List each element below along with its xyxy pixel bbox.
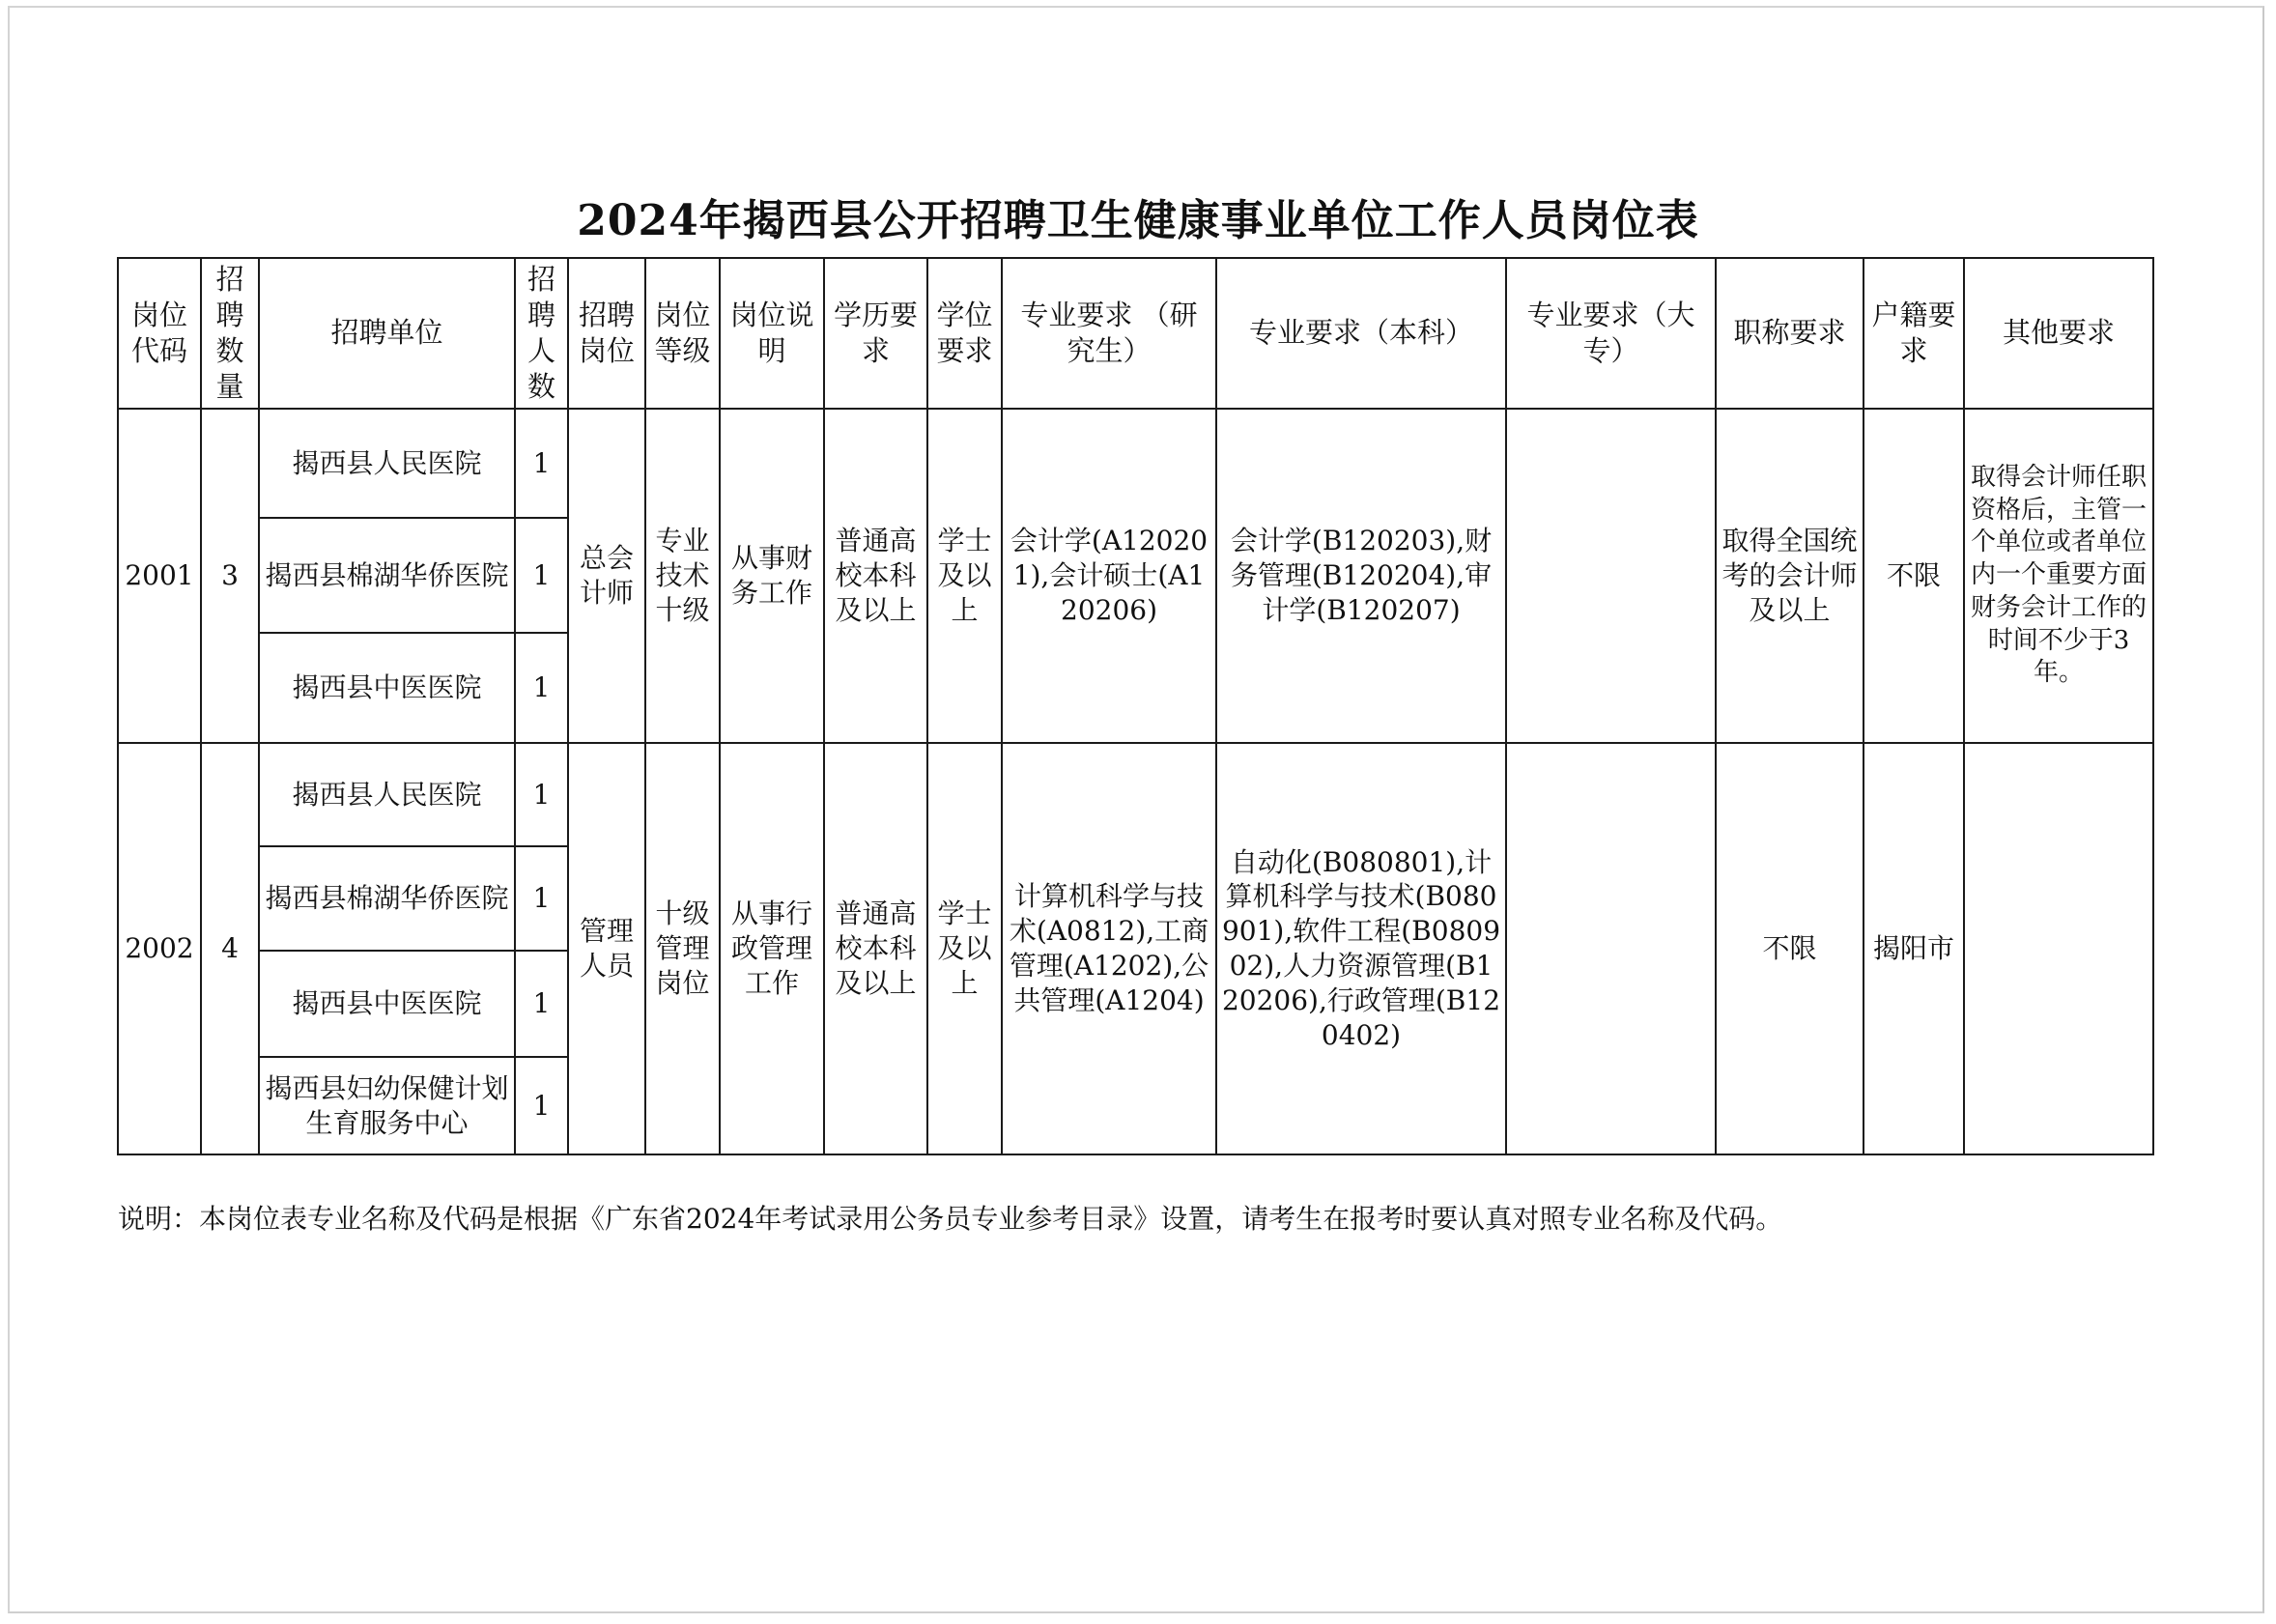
header-title-req: 职称要求 bbox=[1716, 258, 1863, 409]
title-req: 不限 bbox=[1716, 743, 1863, 1154]
header-count: 招聘人数 bbox=[515, 258, 568, 409]
unit-count: 1 bbox=[515, 951, 568, 1057]
major-college bbox=[1506, 743, 1716, 1154]
unit-count: 1 bbox=[515, 518, 568, 633]
other-req: 取得会计师任职资格后，主管一个单位或者单位内一个重要方面财务会计工作的时间不少于3年。 bbox=[1964, 409, 2153, 743]
major-bach: 会计学(B120203),财务管理(B120204),审计学(B120207) bbox=[1216, 409, 1506, 743]
post-desc: 从事财务工作 bbox=[720, 409, 824, 743]
unit-count: 1 bbox=[515, 1057, 568, 1154]
hukou-req: 揭阳市 bbox=[1863, 743, 1964, 1154]
post-grade: 专业技术十级 bbox=[645, 409, 720, 743]
edu-req: 普通高校本科及以上 bbox=[824, 409, 927, 743]
post-desc: 从事行政管理工作 bbox=[720, 743, 824, 1154]
major-college bbox=[1506, 409, 1716, 743]
header-grade: 岗位等级 bbox=[645, 258, 720, 409]
major-grad: 计算机科学与技术(A0812),工商管理(A1202),公共管理(A1204) bbox=[1002, 743, 1216, 1154]
header-major-grad: 专业要求 （研究生） bbox=[1002, 258, 1216, 409]
unit-name: 揭西县棉湖华侨医院 bbox=[259, 518, 515, 633]
header-degree: 学位要求 bbox=[927, 258, 1002, 409]
unit-name: 揭西县人民医院 bbox=[259, 409, 515, 518]
page-title: 2024年揭西县公开招聘卫生健康事业单位工作人员岗位表 bbox=[577, 196, 1699, 245]
unit-name: 揭西县人民医院 bbox=[259, 743, 515, 846]
post-name: 总会计师 bbox=[568, 409, 645, 743]
unit-count: 1 bbox=[515, 409, 568, 518]
header-row bbox=[118, 258, 2153, 409]
unit-count: 1 bbox=[515, 633, 568, 743]
header-code: 岗位代码 bbox=[118, 258, 201, 409]
header-quota: 招聘数量 bbox=[201, 258, 259, 409]
post-code: 2002 bbox=[118, 743, 201, 1154]
table-row bbox=[118, 743, 2153, 846]
unit-name: 揭西县妇幼保健计划生育服务中心 bbox=[259, 1057, 515, 1154]
unit-name: 揭西县中医医院 bbox=[259, 633, 515, 743]
unit-name: 揭西县中医医院 bbox=[259, 951, 515, 1057]
degree-req: 学士及以上 bbox=[927, 409, 1002, 743]
header-desc: 岗位说明 bbox=[720, 258, 824, 409]
header-post: 招聘岗位 bbox=[568, 258, 645, 409]
title-req: 取得全国统考的会计师及以上 bbox=[1716, 409, 1863, 743]
other-req bbox=[1964, 743, 2153, 1154]
quota: 4 bbox=[201, 743, 259, 1154]
degree-req: 学士及以上 bbox=[927, 743, 1002, 1154]
header-unit: 招聘单位 bbox=[259, 258, 515, 409]
unit-count: 1 bbox=[515, 743, 568, 846]
post-grade: 十级管理岗位 bbox=[645, 743, 720, 1154]
major-grad: 会计学(A120201),会计硕士(A120206) bbox=[1002, 409, 1216, 743]
edu-req: 普通高校本科及以上 bbox=[824, 743, 927, 1154]
unit-count: 1 bbox=[515, 846, 568, 951]
table-row bbox=[118, 409, 2153, 518]
header-edu: 学历要求 bbox=[824, 258, 927, 409]
unit-name: 揭西县棉湖华侨医院 bbox=[259, 846, 515, 951]
header-other: 其他要求 bbox=[1964, 258, 2153, 409]
major-bach: 自动化(B080801),计算机科学与技术(B080901),软件工程(B080902),人力资源管理(B120206),行政管理(B120402) bbox=[1216, 743, 1506, 1154]
header-major-bach: 专业要求（本科） bbox=[1216, 258, 1506, 409]
header-major-college: 专业要求（大专） bbox=[1506, 258, 1716, 409]
post-name: 管理人员 bbox=[568, 743, 645, 1154]
footnote: 说明：本岗位表专业名称及代码是根据《广东省2024年考试录用公务员专业参考目录》设置，请考生在报考时要认真对照专业名称及代码。 bbox=[118, 1203, 1783, 1235]
header-hukou: 户籍要求 bbox=[1863, 258, 1964, 409]
quota: 3 bbox=[201, 409, 259, 743]
post-code: 2001 bbox=[118, 409, 201, 743]
hukou-req: 不限 bbox=[1863, 409, 1964, 743]
positions-table bbox=[117, 257, 2154, 1155]
